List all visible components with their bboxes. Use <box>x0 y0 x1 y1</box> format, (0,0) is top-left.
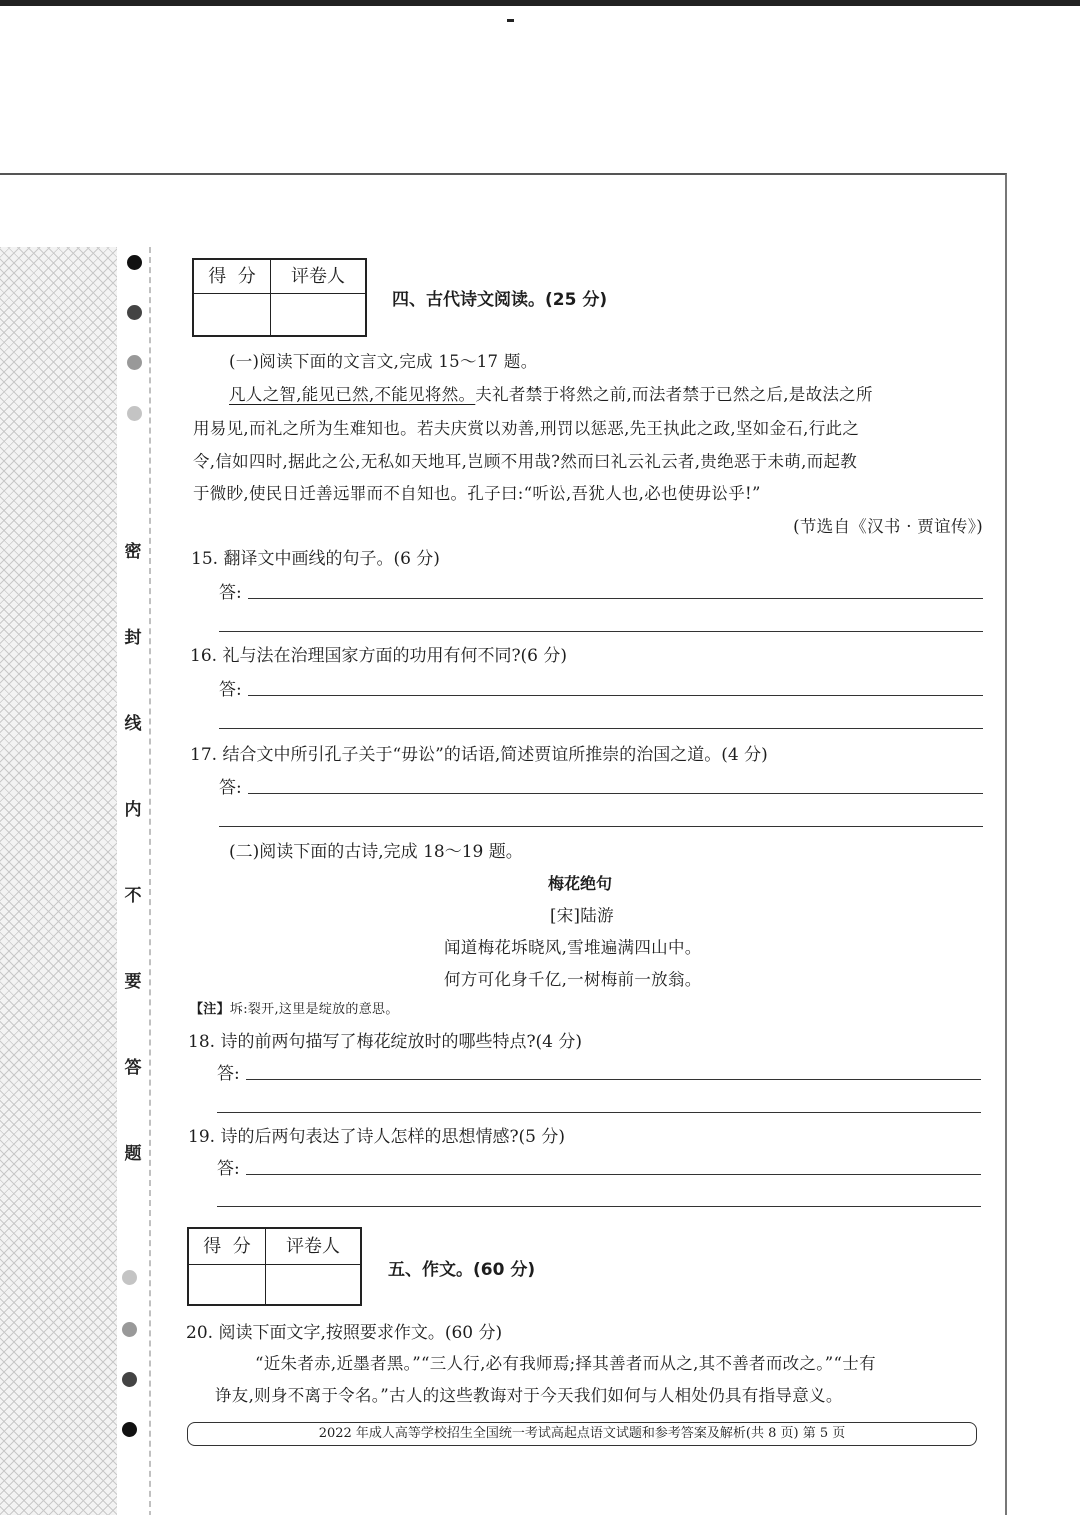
answer-line[interactable] <box>219 728 983 729</box>
seal-char: 不 <box>124 886 142 906</box>
seal-char: 要 <box>124 972 142 992</box>
answer-label: 答: <box>217 1159 240 1179</box>
answer-line[interactable] <box>246 1174 981 1175</box>
poem-line: 闻道梅花坼晓风,雪堆遍满四山中。 <box>444 938 702 957</box>
poem-note <box>190 998 399 1017</box>
seal-char: 封 <box>124 628 142 648</box>
answer-line[interactable] <box>248 793 983 794</box>
score-label: 得 分 <box>189 1229 266 1265</box>
passage-source: (节选自《汉书 · 贾谊传》) <box>793 517 983 536</box>
grader-entry[interactable] <box>266 1265 360 1304</box>
exam-page <box>0 173 1007 1515</box>
passage-line: 令,信如四时,据此之公,无私如天地耳,岂顾不用哉?然而曰礼云礼云者,贵绝恶于未萌,而起教 <box>193 452 858 471</box>
note-label: 【注】 <box>190 1002 230 1017</box>
seal-dashed-line <box>149 247 151 1515</box>
score-box <box>187 1227 362 1306</box>
answer-line[interactable] <box>219 631 983 632</box>
passage-line: 用易见,而礼之所为生难知也。若夫庆赏以劝善,刑罚以惩恶,先王执此之政,坚如金石,行此之 <box>193 419 860 438</box>
essay-prompt-line: 诤友,则身不离于令名。”古人的这些教诲对于今天我们如何与人相处仍具有指导意义。 <box>215 1386 843 1405</box>
score-box <box>192 258 367 337</box>
passage-line <box>229 381 873 405</box>
answer-line[interactable] <box>248 695 983 696</box>
binding-hole-icon <box>122 1422 137 1437</box>
seal-char: 题 <box>124 1144 142 1164</box>
seal-char: 答 <box>124 1058 142 1078</box>
part-1-intro: (一)阅读下面的文言文,完成 15～17 题。 <box>229 352 538 371</box>
essay-prompt-line: “近朱者赤,近墨者黑。”“三人行,必有我师焉;择其善者而从之,其不善者而改之。”“士有 <box>255 1354 876 1373</box>
grader-label: 评卷人 <box>266 1229 360 1265</box>
passage-text: 夫礼者禁于将然之前,而法者禁于已然之后,是故法之所 <box>475 385 873 404</box>
binding-hole-icon <box>122 1270 137 1285</box>
seal-char: 线 <box>124 714 142 734</box>
question-15: 15. 翻译文中画线的句子。(6 分) <box>191 549 440 569</box>
part-2-intro: (二)阅读下面的古诗,完成 18～19 题。 <box>229 842 523 862</box>
grader-label: 评卷人 <box>271 260 365 294</box>
section-4-title: 四、古代诗文阅读。(25 分) <box>392 290 608 310</box>
scan-top-edge <box>0 0 1080 6</box>
binding-margin-pattern <box>0 247 117 1515</box>
binding-hole-icon <box>127 255 142 270</box>
answer-label: 答: <box>219 583 242 603</box>
question-18: 18. 诗的前两句描写了梅花绽放时的哪些特点?(4 分) <box>188 1032 583 1052</box>
answer-label: 答: <box>217 1064 240 1084</box>
poem-author: [宋]陆游 <box>550 906 614 925</box>
binding-hole-icon <box>122 1322 137 1337</box>
answer-label: 答: <box>219 778 242 798</box>
binding-hole-icon <box>127 305 142 320</box>
question-17: 17. 结合文中所引孔子关于“毋讼”的话语,简述贾谊所推崇的治国之道。(4 分) <box>190 745 768 765</box>
answer-line[interactable] <box>248 598 983 599</box>
question-20: 20. 阅读下面文字,按照要求作文。(60 分) <box>186 1323 503 1343</box>
section-5-title: 五、作文。(60 分) <box>388 1260 536 1280</box>
binding-hole-icon <box>127 355 142 370</box>
score-entry[interactable] <box>194 294 271 335</box>
answer-line[interactable] <box>217 1112 981 1113</box>
poem-line: 何方可化身千亿,一树梅前一放翁。 <box>444 970 702 989</box>
note-text: 坼:裂开,这里是绽放的意思。 <box>229 1002 399 1017</box>
answer-label: 答: <box>219 680 242 700</box>
answer-line[interactable] <box>246 1079 981 1080</box>
passage-underlined-sentence: 凡人之智,能见已然,不能见将然。 <box>229 385 476 404</box>
page-footer: 2022 年成人高等学校招生全国统一考试高起点语文试题和参考答案及解析(共 8 页) 第 5 页 <box>187 1422 977 1446</box>
score-label: 得 分 <box>194 260 271 294</box>
answer-line[interactable] <box>217 1206 981 1207</box>
score-entry[interactable] <box>189 1265 266 1304</box>
seal-char: 内 <box>124 800 142 820</box>
scan-mark <box>507 19 514 22</box>
poem-title: 梅花绝句 <box>548 874 613 893</box>
binding-hole-icon <box>122 1372 137 1387</box>
question-16: 16. 礼与法在治理国家方面的功用有何不同?(6 分) <box>190 646 568 666</box>
question-19: 19. 诗的后两句表达了诗人怎样的思想情感?(5 分) <box>188 1127 566 1147</box>
answer-line[interactable] <box>219 826 983 827</box>
binding-hole-icon <box>127 406 142 421</box>
grader-entry[interactable] <box>271 294 365 335</box>
passage-line: 于微眇,使民日迁善远罪而不自知也。孔子曰:“听讼,吾犹人也,必也使毋讼乎!” <box>193 484 761 503</box>
seal-char: 密 <box>124 542 142 562</box>
